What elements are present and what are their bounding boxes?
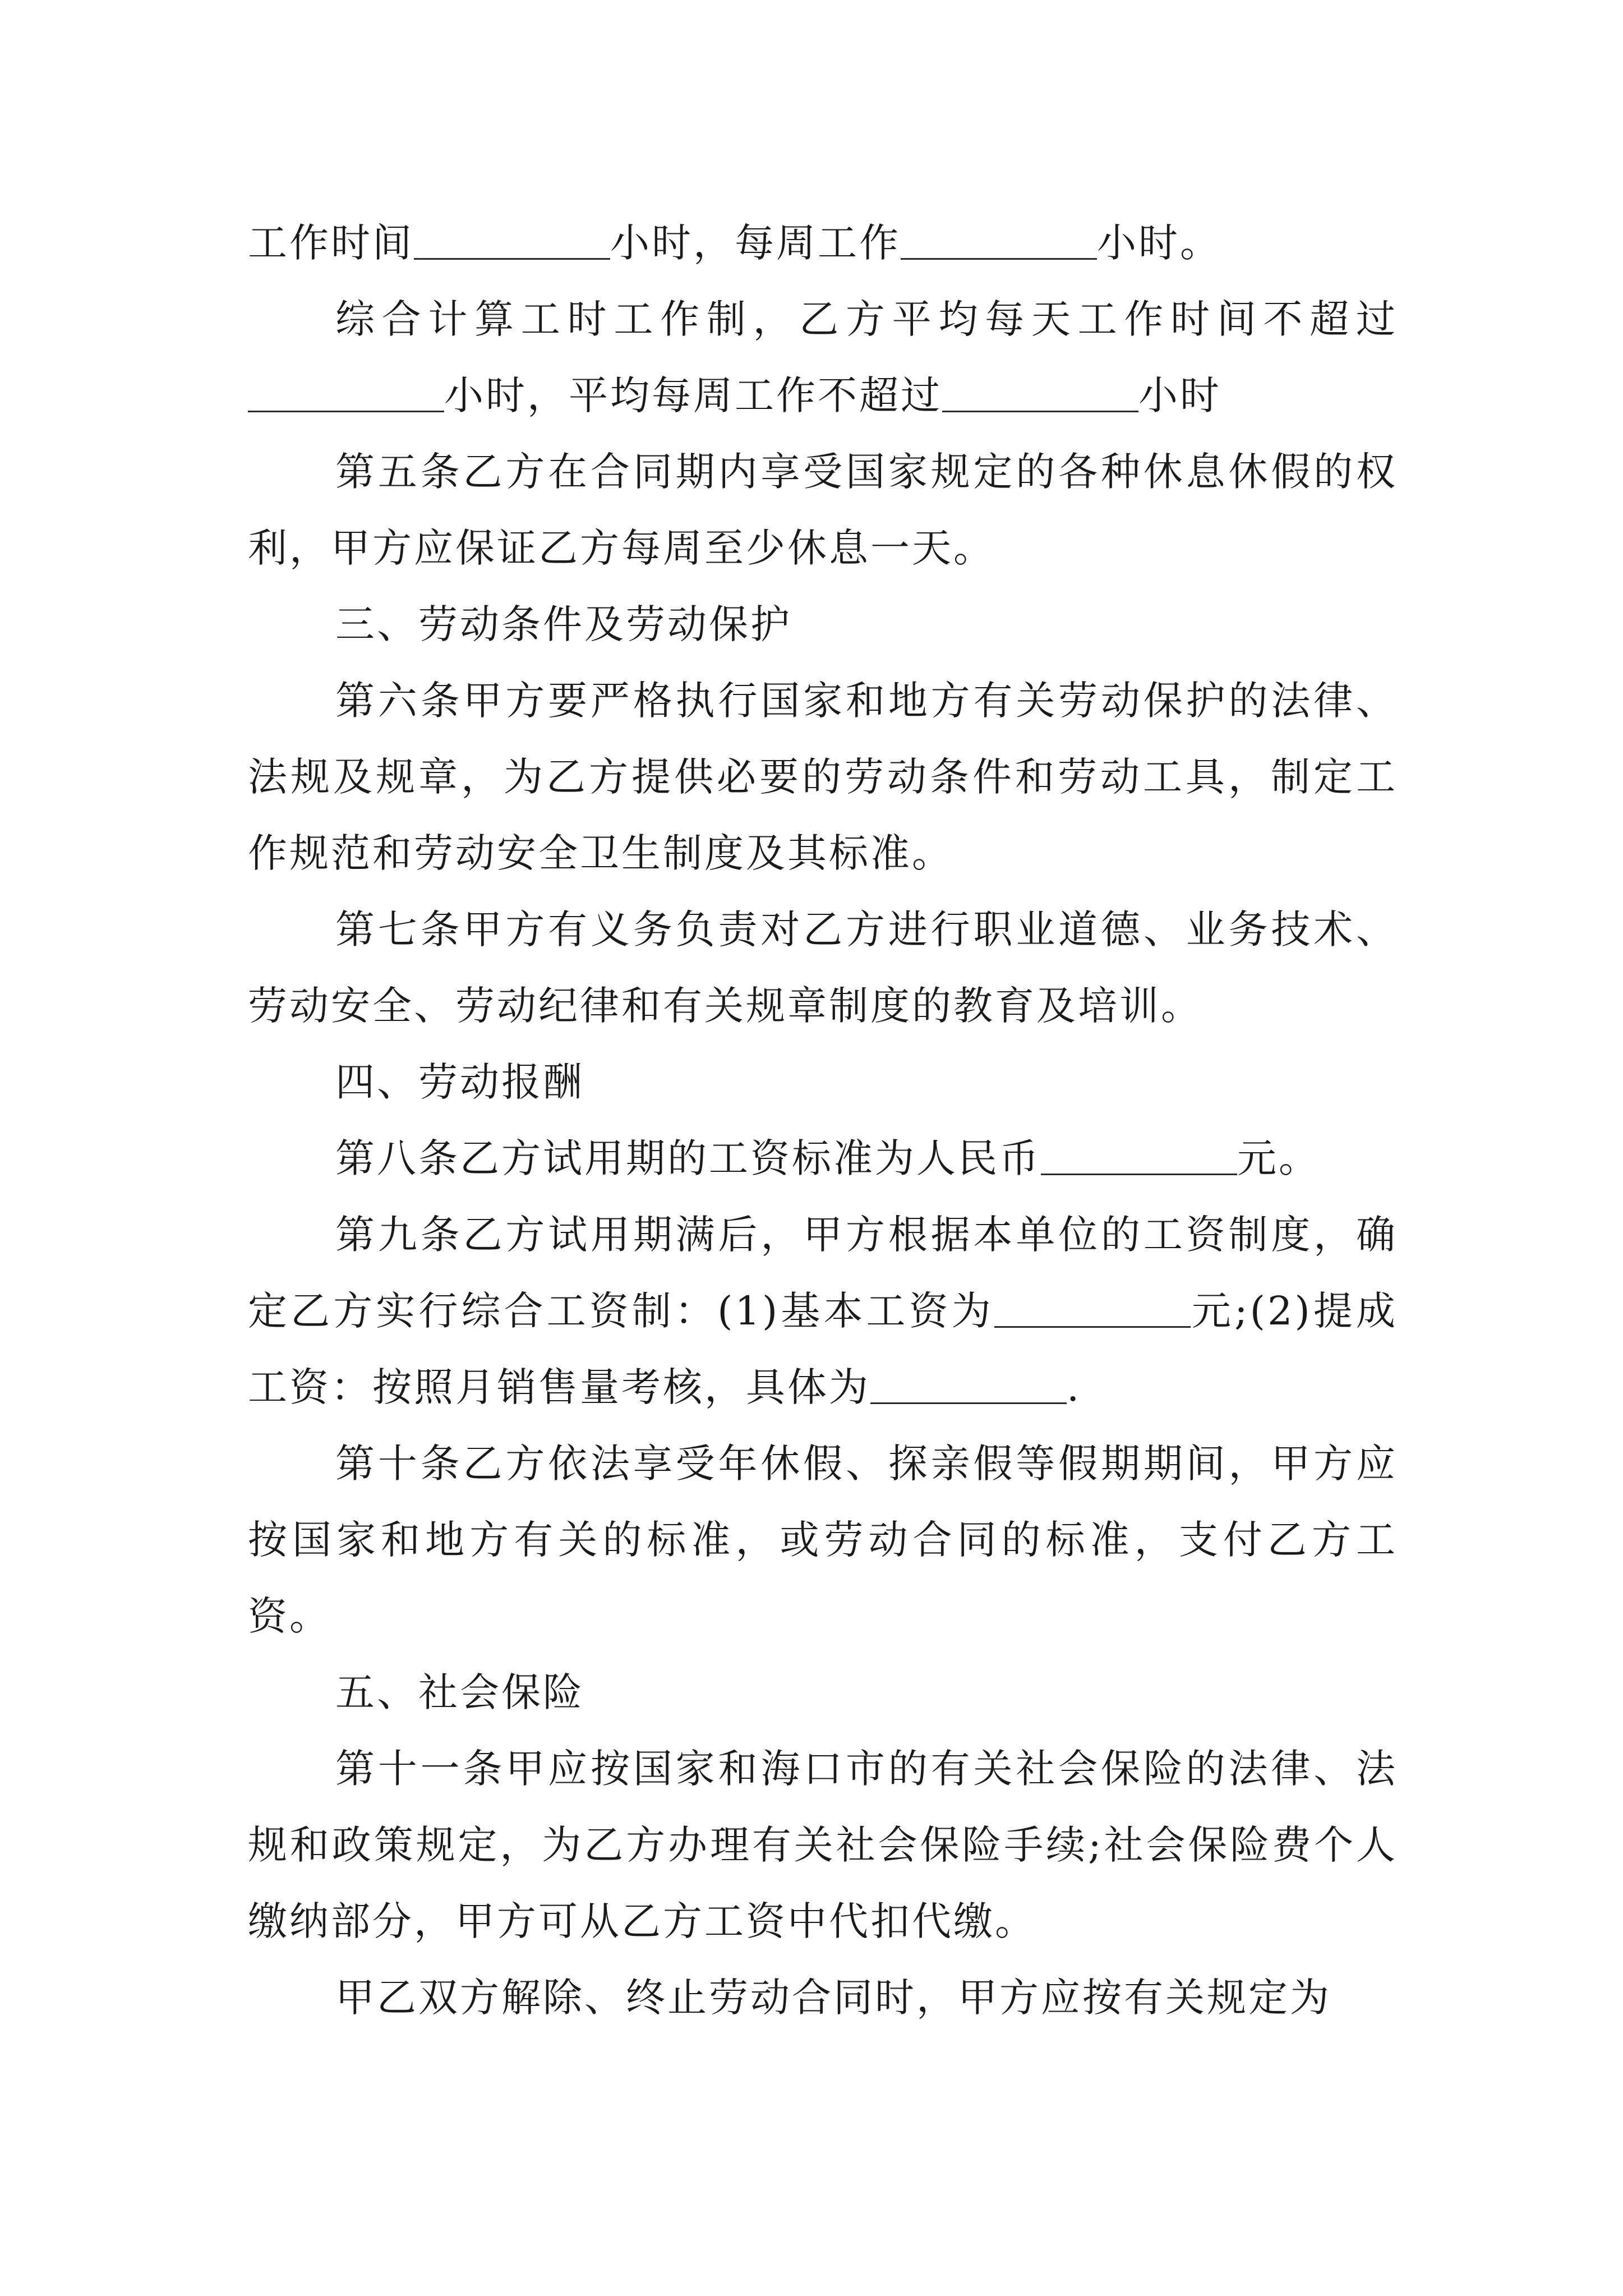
section-heading-4: 四、劳动报酬: [335, 1059, 584, 1105]
text-segment: .: [1067, 1364, 1082, 1410]
text-segment: 第九条乙方试用期满后，甲方根据本单位的工资制度，确定乙方实行综合工资制：(1)基本工资为: [248, 1212, 1398, 1334]
text-segment: 第八条乙方试用期的工资标准为人民币: [335, 1135, 1041, 1181]
fill-blank: [942, 371, 1138, 412]
text-segment: 小时。: [1097, 220, 1221, 266]
document-body: [248, 205, 1398, 2036]
text-segment: 元。: [1237, 1135, 1320, 1181]
working-hours-line: [248, 205, 1398, 281]
article-8: [248, 1120, 1398, 1197]
fill-blank: [414, 219, 610, 260]
fill-blank: [994, 1287, 1191, 1328]
text-segment: 小时，平均每周工作不超过: [444, 372, 942, 418]
fill-blank: [870, 1363, 1067, 1404]
fill-blank: [1041, 1134, 1237, 1175]
article-10: 第十条乙方依法享受年休假、探亲假等假期期间，甲方应按国家和地方有关的标准，或劳动合同的标准，支付乙方工资。: [248, 1441, 1398, 1639]
text-segment: 工作时间: [248, 220, 414, 266]
section-heading-5: 五、社会保险: [335, 1669, 584, 1715]
fill-blank: [248, 371, 444, 412]
article-5: 第五条乙方在合同期内享受国家规定的各种休息休假的权利，甲方应保证乙方每周至少休息一天。: [248, 449, 1398, 571]
article-7: 第七条甲方有义务负责对乙方进行职业道德、业务技术、劳动安全、劳动纪律和有关规章制度的教育及培训。: [248, 907, 1398, 1029]
text-segment: 小时，每周工作: [610, 220, 901, 266]
fill-blank: [901, 219, 1097, 260]
comprehensive-hours-paragraph: [248, 281, 1398, 434]
section-heading-3: 三、劳动条件及劳动保护: [335, 601, 792, 647]
text-segment: 综合计算工时工作制，乙方平均每天工作时间不超过: [335, 296, 1398, 342]
text-segment: 元;(2)提成工资：按照月销售量考核，具体为: [248, 1288, 1398, 1410]
text-segment: 小时: [1138, 372, 1221, 418]
termination-paragraph: 甲乙双方解除、终止劳动合同时，甲方应按有关规定为: [335, 1975, 1331, 2021]
article-9: [248, 1197, 1398, 1425]
article-11: 第十一条甲应按国家和海口市的有关社会保险的法律、法规和政策规定，为乙方办理有关社会保险手续;社会保险费个人缴纳部分，甲方可从乙方工资中代扣代缴。: [248, 1746, 1398, 1944]
article-6: 第六条甲方要严格执行国家和地方有关劳动保护的法律、法规及规章，为乙方提供必要的劳动条件和劳动工具，制定工作规范和劳动安全卫生制度及其标准。: [248, 678, 1398, 876]
